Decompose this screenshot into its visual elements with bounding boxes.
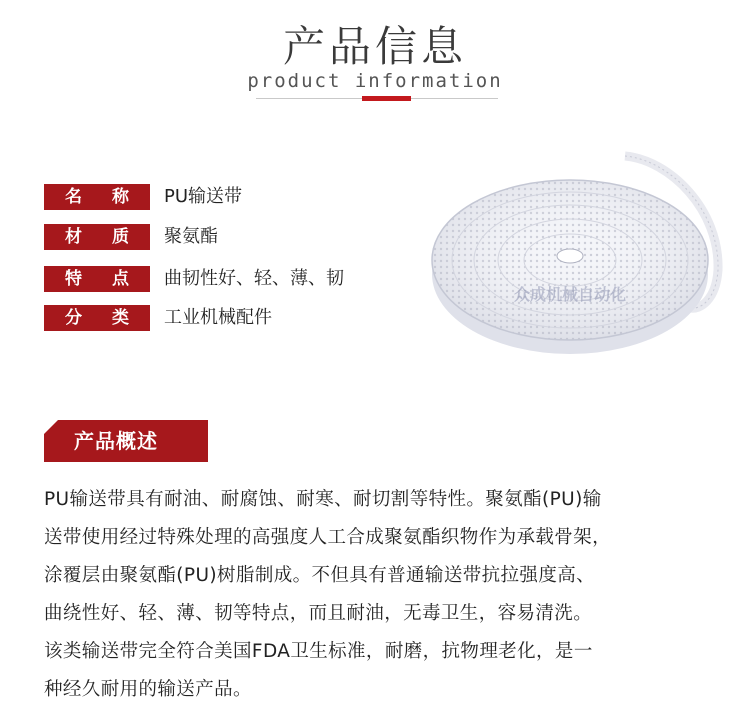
spec-label-char: 分 bbox=[65, 308, 82, 328]
overview-line: PU输送带具有耐油、耐腐蚀、耐寒、耐切割等特性。聚氨酯(PU)输 bbox=[44, 489, 602, 510]
spec-label bbox=[44, 184, 150, 210]
overview-line: 该类输送带完全符合美国FDA卫生标准，耐磨，抗物理老化，是一 bbox=[44, 641, 593, 662]
spec-label-char: 类 bbox=[112, 308, 129, 328]
belt-roll-illustration bbox=[420, 150, 730, 380]
spec-value: 曲韧性好、轻、薄、韧 bbox=[164, 268, 344, 289]
overview-heading bbox=[44, 420, 208, 462]
product-image bbox=[420, 150, 730, 380]
page-subtitle: product information bbox=[247, 70, 503, 92]
spec-label-char: 特 bbox=[65, 269, 82, 289]
overview-line: 曲绕性好、轻、薄、韧等特点，而且耐油，无毒卫生，容易清洗。 bbox=[44, 603, 593, 624]
spec-row-features bbox=[44, 266, 404, 292]
spec-label bbox=[44, 266, 150, 292]
spec-row-name bbox=[44, 184, 404, 210]
roll-center-hole bbox=[557, 249, 583, 263]
page-title: 产品信息 bbox=[282, 22, 467, 71]
overview-heading-notch bbox=[44, 420, 58, 434]
spec-value: 工业机械配件 bbox=[164, 307, 272, 328]
spec-label-char: 材 bbox=[65, 227, 82, 247]
spec-value: PU输送带 bbox=[164, 186, 243, 207]
spec-value: 聚氨酯 bbox=[164, 226, 218, 247]
overview-line: 种经久耐用的输送产品。 bbox=[44, 679, 252, 700]
spec-label bbox=[44, 224, 150, 250]
spec-label bbox=[44, 305, 150, 331]
overview-heading-label: 产品概述 bbox=[74, 429, 158, 453]
title-accent-bar bbox=[362, 96, 411, 101]
header bbox=[0, 0, 750, 105]
spec-row-material bbox=[44, 224, 404, 250]
spec-label-char: 质 bbox=[112, 227, 129, 247]
spec-label-char: 名 bbox=[65, 187, 82, 207]
watermark: 众成机械自动化 bbox=[513, 285, 627, 304]
spec-row-category bbox=[44, 305, 404, 331]
overview-line: 送带使用经过特殊处理的高强度人工合成聚氨酯织物作为承载骨架， bbox=[44, 527, 612, 548]
overview-line: 涂覆层由聚氨酯(PU)树脂制成。不但具有普通输送带抗拉强度高、 bbox=[44, 565, 596, 586]
spec-label-char: 称 bbox=[112, 187, 129, 207]
spec-label-char: 点 bbox=[112, 269, 129, 289]
